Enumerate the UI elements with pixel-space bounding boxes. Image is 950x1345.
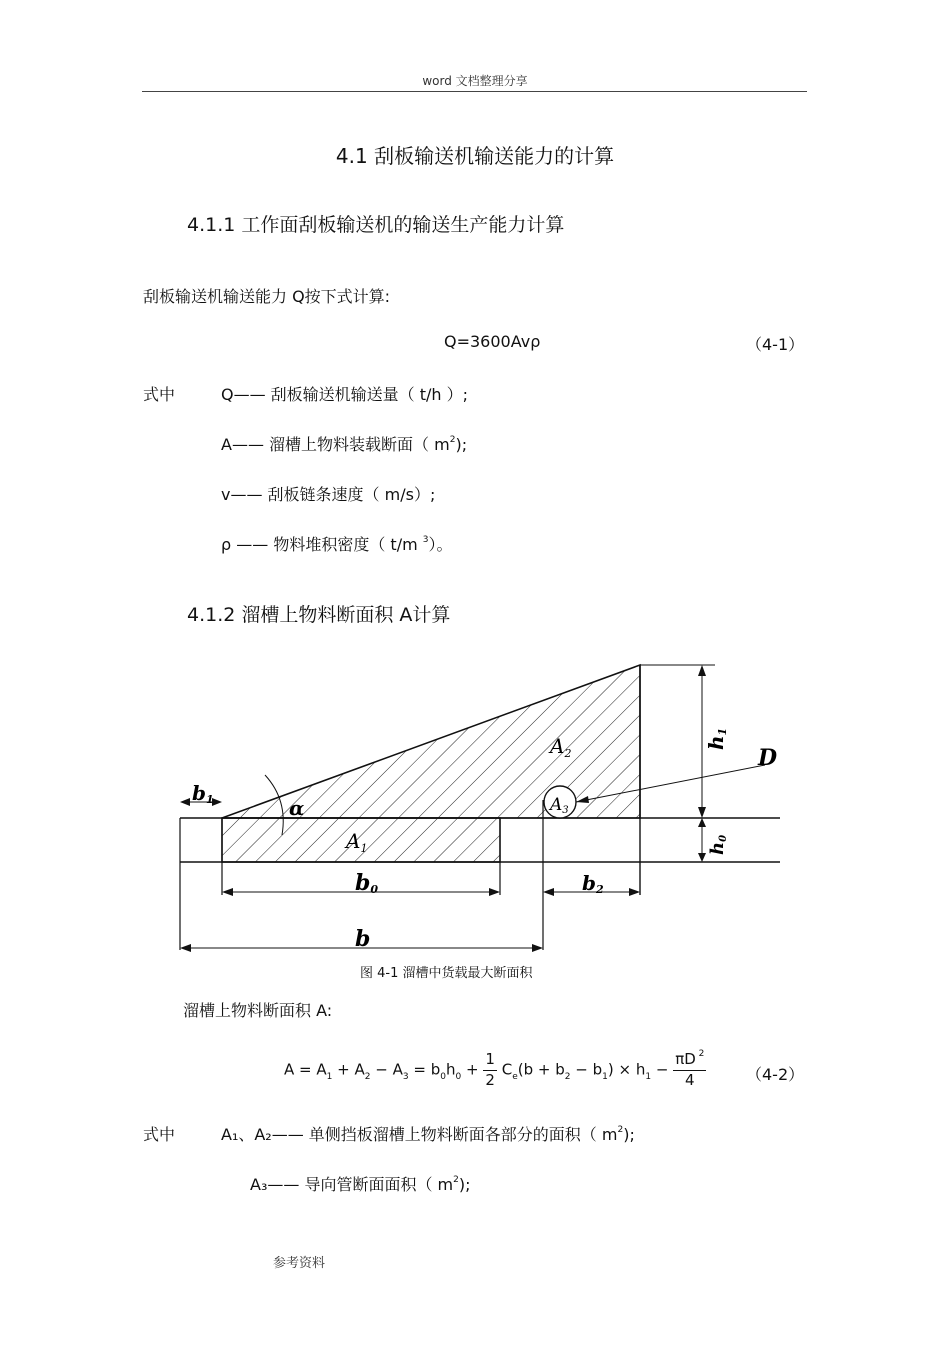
label-a2: $A_2$ xyxy=(550,734,572,760)
eq2-body-7: − b xyxy=(570,1060,603,1079)
h1-arrow-bottom xyxy=(698,807,706,818)
area-a1-rect xyxy=(222,818,500,862)
frac-num xyxy=(673,1050,706,1071)
h1-arrow-top xyxy=(698,665,706,676)
eq2-sub: 2 xyxy=(364,1071,371,1082)
where-label-2: 式中 xyxy=(143,1125,176,1144)
eq2-body-8: ) × h xyxy=(607,1060,646,1079)
h0-arrow-top xyxy=(698,818,706,827)
eq2-sub: e xyxy=(512,1071,518,1082)
eq2-body-6: (b + b xyxy=(517,1060,565,1079)
b2-arrow-left xyxy=(543,888,554,896)
equation-4-1-number: （4-1） xyxy=(746,335,805,354)
eq2-sub: 2 xyxy=(564,1071,571,1082)
frac-num: 1 xyxy=(483,1050,497,1071)
equation-4-2-number: （4-2） xyxy=(746,1065,805,1084)
b1-arrow-left xyxy=(180,798,190,806)
definition-a3-text: A₃—— 导向管断面面积（ m xyxy=(250,1175,454,1194)
eq2-fraction-pi xyxy=(673,1050,706,1090)
subsection-title-2: 4.1.2 溜槽上物料断面积 A计算 xyxy=(187,604,451,626)
definition-v: v—— 刮板链条速度（ m/s）; xyxy=(221,485,436,504)
frac-sup: 2 xyxy=(695,1049,705,1059)
definition-a-tail: ); xyxy=(455,435,468,454)
eq2-sub: 1 xyxy=(602,1071,608,1082)
definition-q: Q—— 刮板输送机输送量（ t/h ）; xyxy=(221,385,469,404)
label-b: b xyxy=(355,926,371,952)
frac-den: 4 xyxy=(685,1070,695,1089)
b2-arrow-right xyxy=(629,888,640,896)
eq2-sub: 1 xyxy=(645,1071,652,1082)
definition-rho-tail: ）。 xyxy=(428,535,453,554)
header-rule xyxy=(142,91,807,92)
label-h1: h1 xyxy=(704,727,729,750)
intro-text: 刮板输送机输送能力 Q按下式计算: xyxy=(143,287,391,306)
definition-a1-a2 xyxy=(221,1122,635,1145)
definition-a1-a2-sup: 2 xyxy=(617,1125,624,1135)
eq2-body-1: + A xyxy=(337,1060,365,1079)
definition-a3-sup: 2 xyxy=(453,1175,459,1185)
eq2-sub: 3 xyxy=(402,1071,409,1082)
eq2-body-3: = b xyxy=(413,1060,441,1079)
definition-a3-tail: ); xyxy=(458,1175,471,1194)
label-b2: b2 xyxy=(582,871,604,896)
eq2-sub: 0 xyxy=(455,1071,462,1082)
area-intro: 溜槽上物料断面积 A: xyxy=(183,1001,333,1020)
b-arrow-right xyxy=(532,944,543,952)
definition-rho xyxy=(221,532,453,555)
definition-a1-a2-text: A₁、A₂—— 单侧挡板溜槽上物料断面各部分的面积（ m xyxy=(221,1125,618,1144)
eq2-lhs: A = A xyxy=(284,1060,327,1079)
equation-4-1: Q=3600Avρ xyxy=(444,332,541,351)
equation-4-2 xyxy=(284,1050,706,1090)
eq2-plus: + xyxy=(466,1060,479,1079)
h0-arrow-bottom xyxy=(698,853,706,862)
where-label: 式中 xyxy=(143,385,176,404)
definition-rho-sup: 3 xyxy=(422,535,429,545)
eq2-body-4: h xyxy=(446,1060,456,1079)
b0-arrow-left xyxy=(222,888,233,896)
eq2-body-5: C xyxy=(501,1060,513,1079)
label-a1: $A_1$ xyxy=(346,829,368,855)
b-arrow-left xyxy=(180,944,191,952)
label-b1: b1 xyxy=(192,781,214,806)
label-a3: A3 xyxy=(550,795,569,816)
label-d: D xyxy=(758,745,778,771)
eq2-minus: − xyxy=(655,1060,669,1079)
definition-a3 xyxy=(250,1172,471,1195)
section-title: 4.1 刮板输送机输送能力的计算 xyxy=(335,144,615,168)
definition-rho-text: ρ —— 物料堆积密度（ t/m xyxy=(221,535,423,554)
frac-den: 2 xyxy=(485,1070,495,1089)
label-b0: b0 xyxy=(355,870,379,896)
definition-a xyxy=(221,432,467,455)
subsection-title-1: 4.1.1 工作面刮板输送机的输送生产能力计算 xyxy=(187,214,565,236)
definition-a-text: A—— 溜槽上物料装载断面（ m xyxy=(221,435,450,454)
eq2-body-2: − A xyxy=(375,1060,403,1079)
eq2-fraction-half xyxy=(483,1050,497,1090)
trough-cross-section-figure xyxy=(170,650,780,960)
b0-arrow-right xyxy=(489,888,500,896)
eq2-sub: 0 xyxy=(440,1071,446,1082)
definition-a1-a2-tail: ); xyxy=(623,1125,635,1144)
area-a2-wedge xyxy=(222,665,640,818)
label-h0: h0 xyxy=(707,834,729,855)
figure-caption: 图 4-1 溜槽中货载最大断面积 xyxy=(360,966,533,981)
definition-a-sup: 2 xyxy=(449,435,456,445)
eq2-sub: 1 xyxy=(326,1071,333,1082)
page-footer: 参考资料 xyxy=(273,1256,326,1271)
page-header: word 文档整理分享 xyxy=(422,74,528,88)
label-alpha: α xyxy=(289,796,305,820)
frac-num-text: πD xyxy=(675,1050,696,1068)
